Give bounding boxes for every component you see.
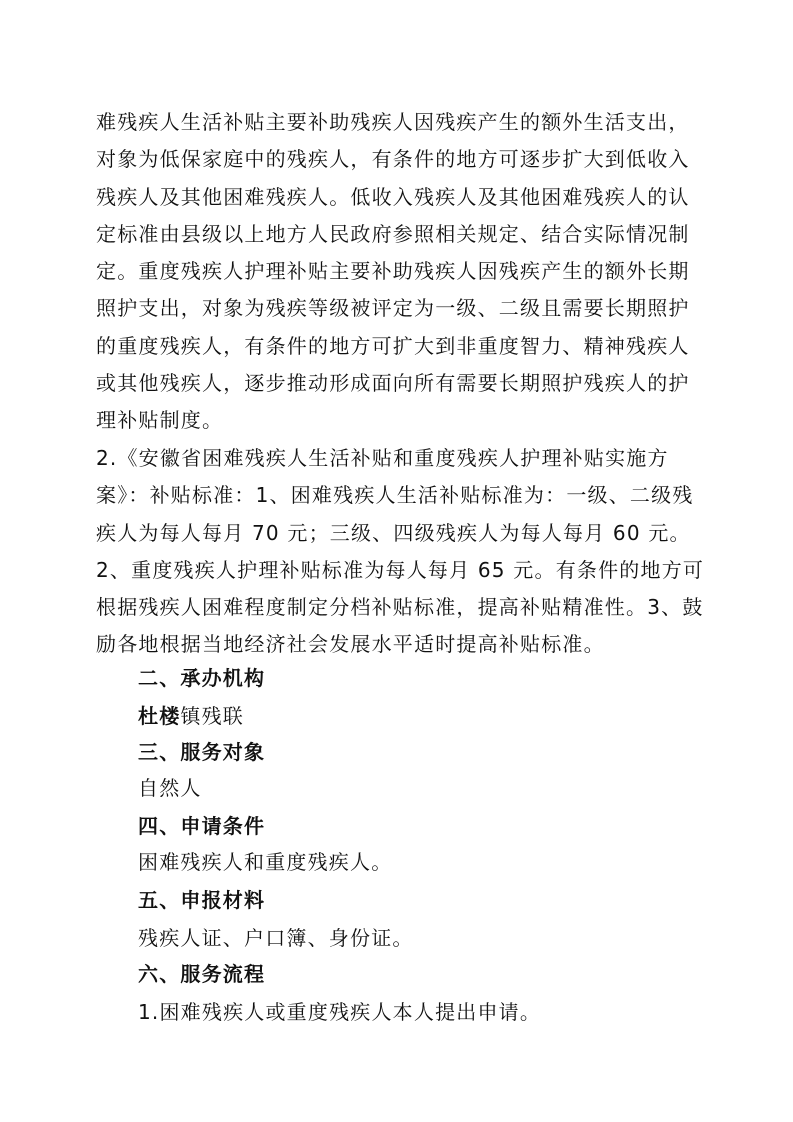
organizer-town-name: 杜楼 xyxy=(138,704,181,728)
section-heading-eligibility: 四、申请条件 xyxy=(138,814,266,838)
subsidy-description-paragraph: 难残疾人生活补贴主要补助残疾人因残疾产生的额外生活支出，对象为低保家庭中的残疾人，有条件的地方可逐步扩大到低收入残疾人及其他困难残疾人。低收入残疾人及其他困难残疾人的认定标准由县级以上地方人民政府参照相关规定、结合实际情况制定。重度残疾人护理补贴主要补助残疾人因残疾产生的额外长期照护支出，对象为残疾等级被评定为一级、二级且需要长期照护的重度残疾人，有条件的地方可扩大到非重度智力、精神残疾人或其他残疾人，逐步推动形成面向所有需要长期照护残疾人的护理补贴制度。 xyxy=(96,110,690,433)
section-body-eligibility: 困难残疾人和重度残疾人。 xyxy=(138,850,393,874)
organizer-office-name: 镇残联 xyxy=(180,704,245,728)
section-body-materials: 残疾人证、户口簿、身份证。 xyxy=(138,926,414,950)
section-body-service-target: 自然人 xyxy=(138,776,202,800)
section-heading-organizer: 二、承办机构 xyxy=(138,666,266,690)
section-body-organizer xyxy=(138,701,244,731)
section-heading-service-target: 三、服务对象 xyxy=(138,740,266,764)
section-heading-materials: 五、申报材料 xyxy=(138,888,266,912)
section-body-process-step-1: 1.困难残疾人或重度残疾人本人提出申请。 xyxy=(138,1000,542,1024)
anhui-implementation-plan-paragraph: 2.《安徽省困难残疾人生活补贴和重度残疾人护理补贴实施方案》：补贴标准：1、困难残疾人生活补贴标准为：一级、二级残疾人为每人每月 70 元；三级、四级残疾人为每人每月 60 元。2、重度残疾人护理补贴标准为每人每月 65 元。有条件的地方可根据残疾人困难程度制定分档补贴标准，提高补贴精准性。3、鼓励各地根据当地经济社会发展水平适时提高补贴标准。 xyxy=(96,446,705,657)
section-heading-process: 六、服务流程 xyxy=(138,962,266,986)
